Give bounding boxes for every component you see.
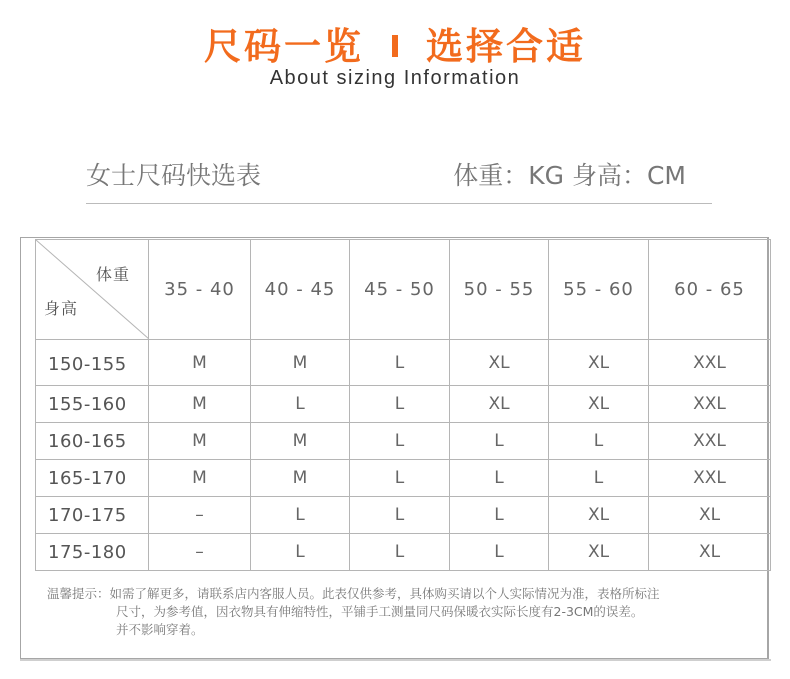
row-label: 155-160 — [36, 386, 149, 423]
divider — [86, 203, 712, 204]
size-cell: XL — [549, 386, 649, 423]
size-cell: XXL — [649, 386, 771, 423]
frame-shadow — [20, 659, 771, 661]
size-cell: XL — [450, 340, 549, 386]
size-cell: L — [251, 534, 350, 571]
row-label: 150-155 — [36, 340, 149, 386]
size-cell: XL — [649, 534, 771, 571]
size-cell: L — [549, 460, 649, 497]
corner-weight-label: 体重 — [95, 265, 130, 284]
size-cell: XXL — [649, 423, 771, 460]
size-cell: XL — [549, 497, 649, 534]
size-cell: M — [149, 423, 251, 460]
row-label: 175-180 — [36, 534, 149, 571]
corner-height-label: 身高 — [44, 299, 79, 318]
size-cell: L — [350, 534, 450, 571]
size-cell: – — [149, 497, 251, 534]
size-cell: XXL — [649, 340, 771, 386]
size-cell: L — [350, 460, 450, 497]
size-cell: XL — [549, 534, 649, 571]
table-row — [36, 497, 771, 534]
size-cell: XL — [450, 386, 549, 423]
size-cell: L — [450, 460, 549, 497]
size-cell: – — [149, 534, 251, 571]
corner-cell — [36, 240, 149, 340]
size-cell: XL — [549, 340, 649, 386]
diagonal-line — [36, 240, 149, 339]
size-cell: L — [350, 497, 450, 534]
column-header: 40 - 45 — [251, 240, 350, 340]
size-cell: M — [251, 423, 350, 460]
table-row — [36, 534, 771, 571]
table-row — [36, 386, 771, 423]
unit-label: 体重：KG 身高：CM — [453, 161, 686, 190]
size-cell: L — [450, 534, 549, 571]
size-cell: XXL — [649, 460, 771, 497]
page-title — [0, 16, 790, 70]
size-cell: L — [350, 340, 450, 386]
row-label: 170-175 — [36, 497, 149, 534]
size-cell: L — [350, 386, 450, 423]
column-header: 55 - 60 — [549, 240, 649, 340]
chart-name: 女士尺码快选表 — [86, 161, 262, 190]
title-separator — [392, 35, 398, 57]
english-subtitle: About sizing Information — [269, 67, 521, 89]
column-header: 45 - 50 — [350, 240, 450, 340]
size-cell: M — [149, 340, 251, 386]
size-cell: L — [350, 423, 450, 460]
row-label: 165-170 — [36, 460, 149, 497]
title-left: 尺码一览 — [204, 25, 364, 68]
title-right: 选择合适 — [426, 25, 586, 68]
note-line-3: 并不影响穿着。 — [116, 622, 204, 637]
row-label: 160-165 — [36, 423, 149, 460]
size-cell: L — [549, 423, 649, 460]
tips-note — [47, 585, 747, 639]
column-header: 50 - 55 — [450, 240, 549, 340]
size-cell: L — [450, 497, 549, 534]
size-cell: M — [251, 340, 350, 386]
note-line-2: 尺寸，为参考值，因衣物具有伸缩特性，平铺手工测量同尺码保暖衣实际长度有2-3CM的误差。 — [116, 604, 644, 619]
note-line-1: 温馨提示：如需了解更多，请联系店内客服人员。此表仅供参考，具体购买请以个人实际情况为准，表格所标注 — [47, 586, 660, 601]
size-cell: L — [251, 386, 350, 423]
column-header: 35 - 40 — [149, 240, 251, 340]
table-header-row — [36, 240, 771, 340]
table-row — [36, 460, 771, 497]
size-cell: M — [251, 460, 350, 497]
table-row — [36, 340, 771, 386]
size-cell: L — [450, 423, 549, 460]
size-cell: XL — [649, 497, 771, 534]
column-header: 60 - 65 — [649, 240, 771, 340]
size-cell: L — [251, 497, 350, 534]
size-table — [35, 239, 771, 571]
size-cell: M — [149, 460, 251, 497]
table-row — [36, 423, 771, 460]
size-cell: M — [149, 386, 251, 423]
